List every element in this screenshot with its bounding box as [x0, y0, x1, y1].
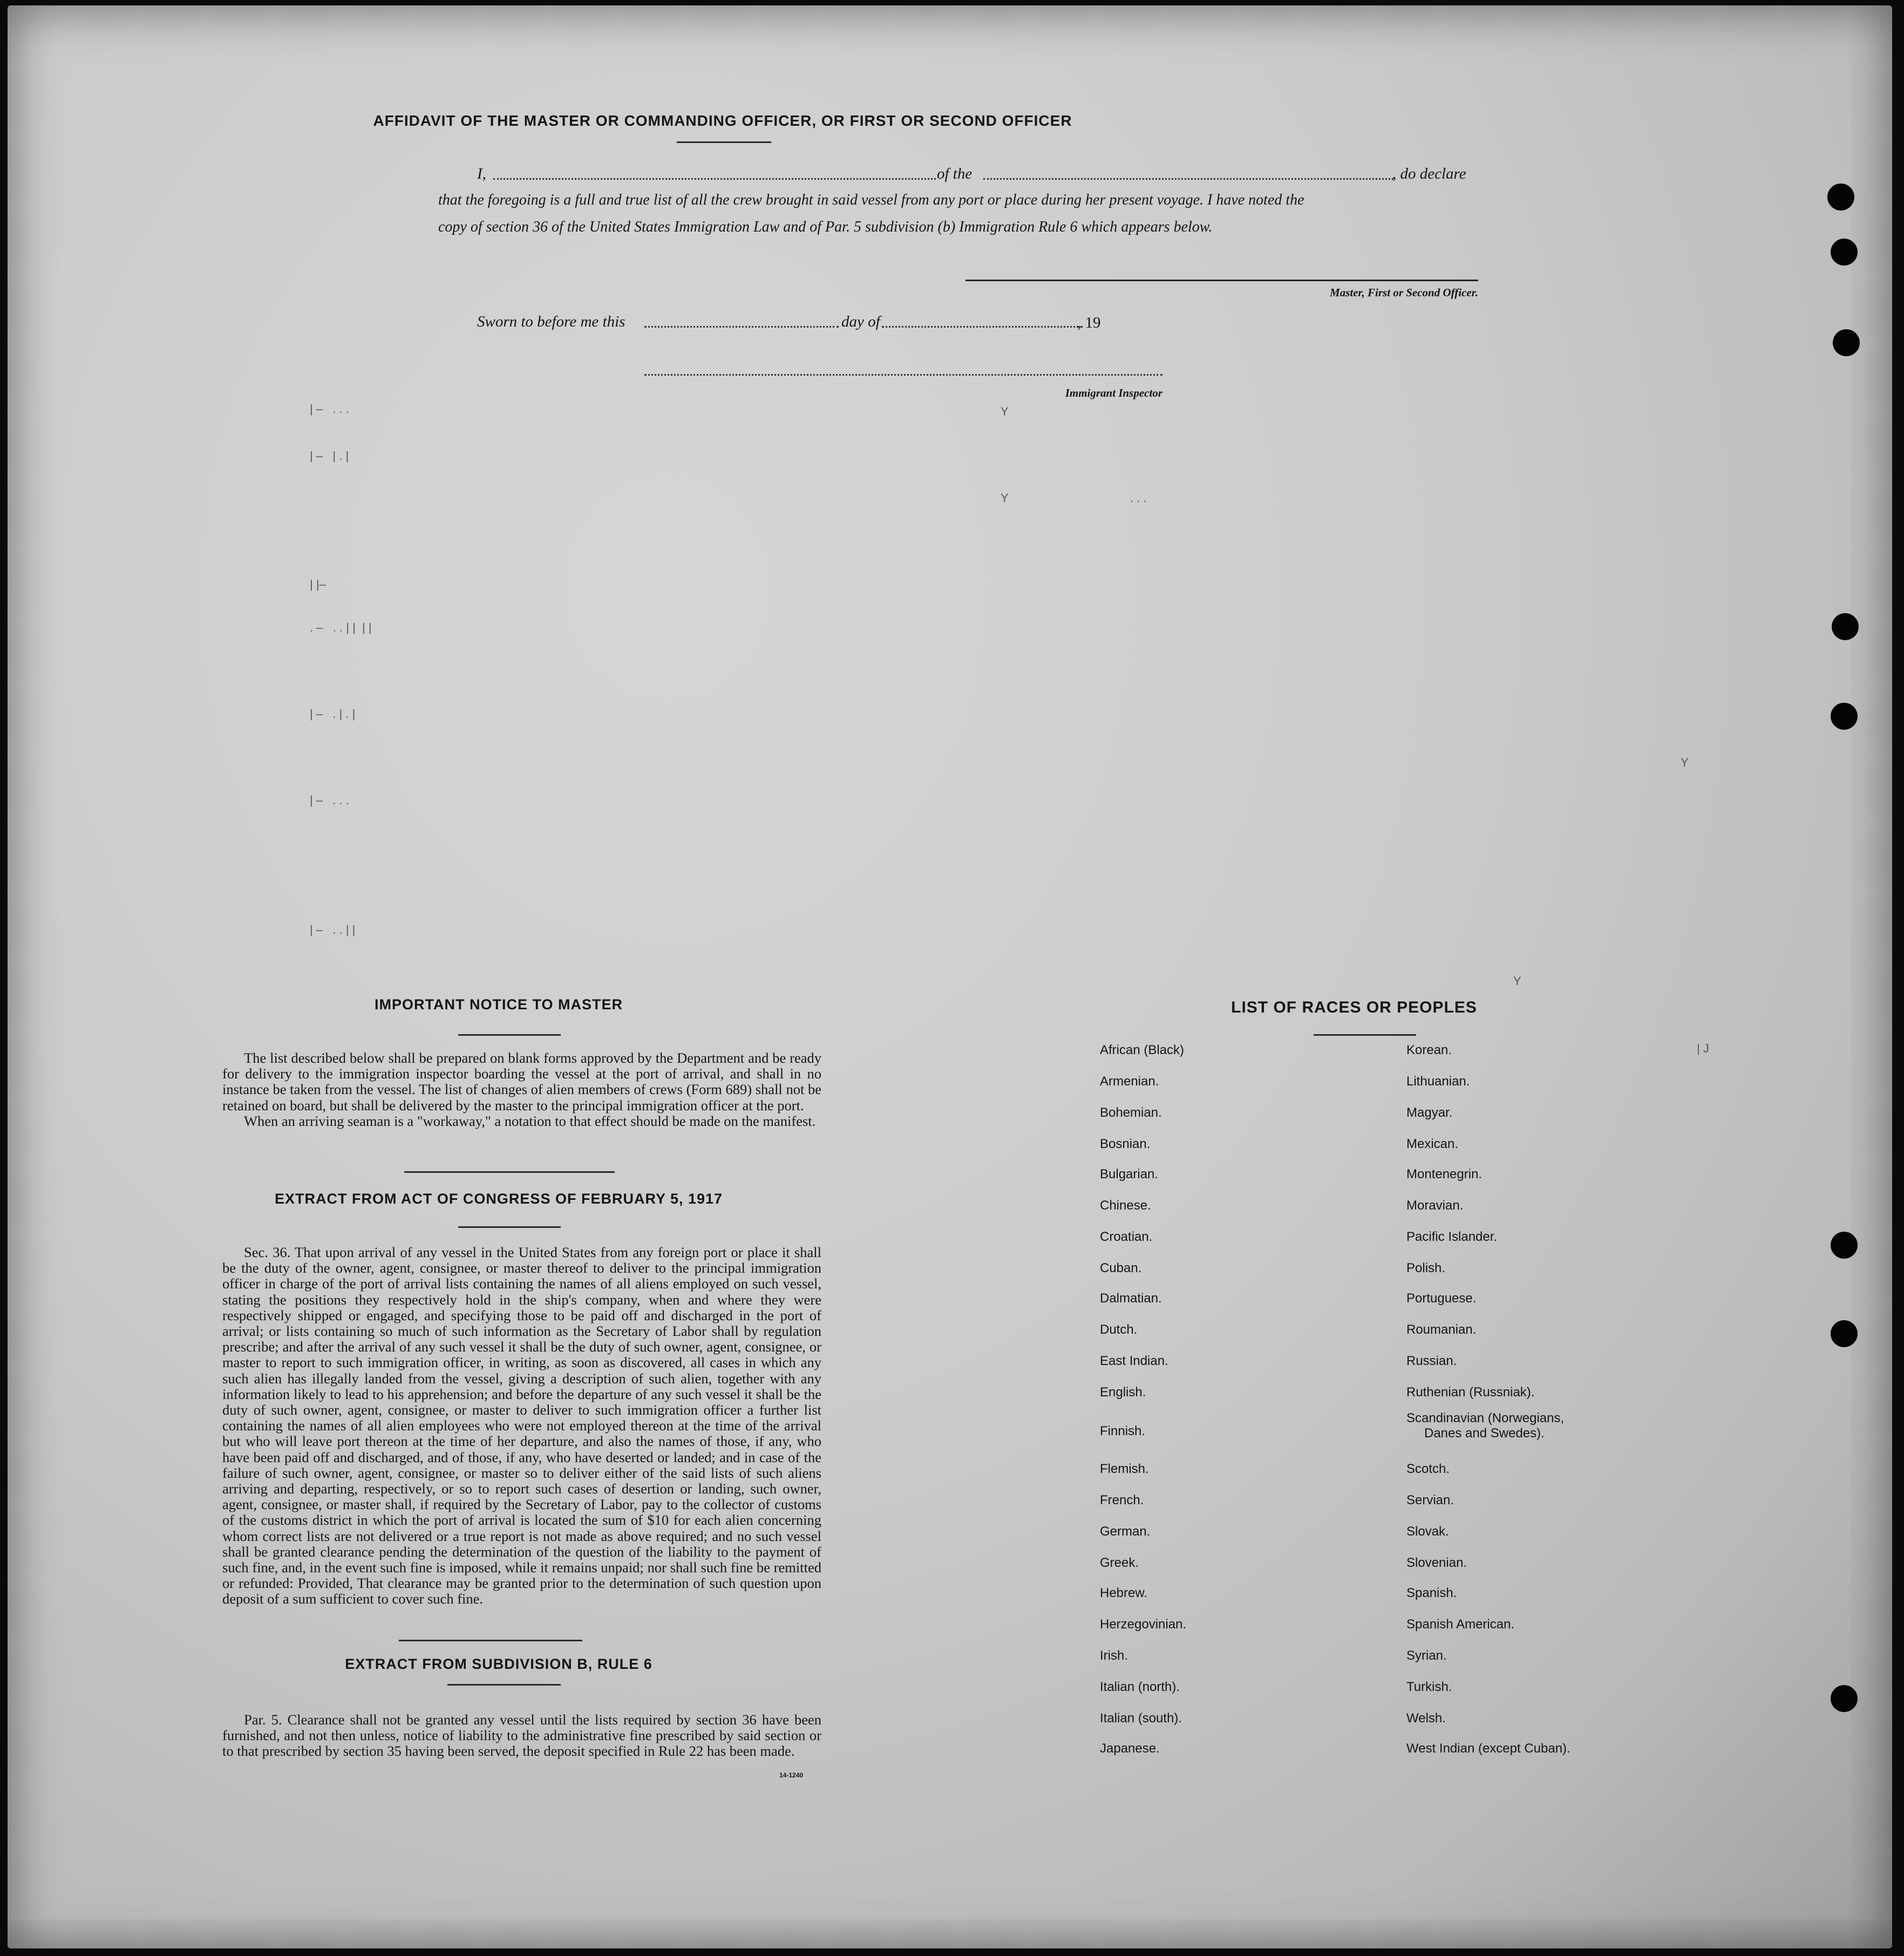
act-extract-underline [458, 1226, 561, 1228]
of-the-label: of the [937, 165, 973, 182]
race-right-20: Syrian. [1406, 1648, 1447, 1663]
bleed-through-mark: Y [1001, 405, 1009, 418]
notice-underline [458, 1034, 561, 1036]
race-left-13: Flemish. [1100, 1462, 1149, 1476]
form-number: 14-1240 [779, 1771, 804, 1779]
binder-hole [1831, 703, 1858, 730]
bleed-through-mark: Y [1513, 974, 1521, 988]
race-left-1: Armenian. [1100, 1074, 1159, 1089]
race-left-10: East Indian. [1100, 1354, 1168, 1368]
bleed-through-mark: | – . . . [310, 793, 349, 807]
races-title: LIST OF RACES OR PEOPLES [1231, 999, 1477, 1016]
binder-hole [1833, 329, 1860, 356]
race-right-10: Russian. [1406, 1354, 1457, 1368]
do-declare-label: , do declare [1392, 165, 1466, 182]
race-left-21: Italian (south). [1100, 1711, 1182, 1726]
race-right-2: Magyar. [1406, 1105, 1453, 1120]
race-right-17: Slovenian. [1406, 1556, 1467, 1570]
document-page [8, 5, 1892, 1948]
bleed-through-mark: | – . . | | [310, 923, 356, 936]
bleed-through-mark: | |– [310, 578, 326, 591]
sworn-month-blank[interactable] [882, 326, 1083, 328]
race-right-13: Danes and Swedes). [1424, 1426, 1545, 1441]
race-left-12: Finnish. [1100, 1424, 1146, 1438]
title-underline [677, 141, 771, 143]
sworn-label: Sworn to before me this [477, 313, 625, 330]
notice-divider [404, 1171, 615, 1173]
day-of-label: day of [841, 313, 880, 330]
binder-hole [1831, 1685, 1858, 1712]
race-right-16: Slovak. [1406, 1524, 1449, 1539]
affidavit-title: AFFIDAVIT OF THE MASTER OR COMMANDING OFFICER, OR FIRST OR SECOND OFFICER [373, 112, 1072, 129]
rule-extract-underline [447, 1684, 561, 1686]
race-left-0: African (Black) [1100, 1043, 1185, 1057]
rule-extract-title: EXTRACT FROM SUBDIVISION B, RULE 6 [345, 1656, 652, 1672]
race-left-17: Hebrew. [1100, 1586, 1148, 1600]
race-left-5: Chinese. [1100, 1198, 1151, 1213]
master-signature-line[interactable] [965, 280, 1478, 281]
race-right-15: Servian. [1406, 1493, 1454, 1507]
binder-hole [1831, 239, 1858, 266]
bleed-through-mark: | – . | . | [310, 707, 356, 721]
inspector-caption: Immigrant Inspector [1065, 386, 1162, 399]
race-right-18: Spanish. [1406, 1586, 1457, 1600]
race-left-8: Dalmatian. [1100, 1291, 1162, 1306]
race-left-22: Japanese. [1100, 1741, 1160, 1756]
race-right-9: Roumanian. [1406, 1322, 1477, 1337]
notice-text [222, 1050, 821, 1129]
bleed-through-mark: | J [1697, 1042, 1709, 1055]
rule-extract-text [222, 1712, 821, 1760]
act-extract-title: EXTRACT FROM ACT OF CONGRESS OF FEBRUARY 5, 1917 [274, 1191, 723, 1207]
year-prefix: , 19 [1077, 314, 1101, 331]
affidavit-line-3: copy of section 36 of the United States Immigration Law and of Par. 5 subdivision (b) Immigration Rule 6 which appears below. [438, 219, 1213, 235]
race-right-7: Polish. [1406, 1261, 1446, 1275]
name-blank[interactable] [493, 178, 936, 180]
affidavit-line-2: that the foregoing is a full and true list of all the crew brought in said vessel from any port or place during her present voyage. I have noted the [438, 192, 1304, 208]
race-right-6: Pacific Islander. [1406, 1230, 1498, 1244]
race-right-8: Portuguese. [1406, 1291, 1477, 1306]
binder-hole [1831, 1232, 1858, 1259]
bleed-through-mark: . . . [1130, 491, 1147, 505]
act-extract-divider [399, 1640, 582, 1641]
master-caption: Master, First or Second Officer. [1330, 286, 1478, 299]
vessel-blank[interactable] [983, 178, 1393, 180]
race-right-3: Mexican. [1406, 1137, 1459, 1151]
race-right-23: West Indian (except Cuban). [1406, 1741, 1570, 1756]
bleed-through-mark: | – . . . [310, 402, 349, 416]
bleed-through-mark: | – | . | [310, 449, 349, 463]
binder-hole [1827, 184, 1854, 210]
race-left-14: French. [1100, 1493, 1144, 1507]
race-left-9: Dutch. [1100, 1322, 1138, 1337]
race-left-20: Italian (north). [1100, 1680, 1180, 1694]
notice-paragraph-2: When an arriving seaman is a "workaway," a notation to that effect should be made on the manifest. [244, 1112, 816, 1129]
notice-title: IMPORTANT NOTICE TO MASTER [375, 996, 623, 1013]
race-right-14: Scotch. [1406, 1462, 1450, 1476]
race-right-11: Ruthenian (Russniak). [1406, 1385, 1535, 1400]
bleed-through-mark: Y [1001, 491, 1009, 505]
par-5-paragraph: Par. 5. Clearance shall not be granted any vessel until the lists required by section 36 have been furnished, and not then unless, notice of liability to the administrative fine prescribed by said section or to that prescribed by section 35 having been served, the deposit specified in Rule 22 has been made. [222, 1712, 821, 1760]
races-underline [1314, 1034, 1416, 1036]
race-left-3: Bosnian. [1100, 1137, 1151, 1151]
race-right-5: Moravian. [1406, 1198, 1464, 1213]
sworn-day-blank[interactable] [644, 326, 839, 328]
race-right-12: Scandinavian (Norwegians, [1406, 1411, 1565, 1425]
race-right-4: Montenegrin. [1406, 1167, 1483, 1181]
race-left-6: Croatian. [1100, 1230, 1153, 1244]
race-left-16: Greek. [1100, 1556, 1139, 1570]
race-left-7: Cuban. [1100, 1261, 1142, 1275]
race-left-18: Herzegovinian. [1100, 1617, 1187, 1632]
bleed-through-mark: Y [1681, 756, 1689, 769]
act-extract-text [222, 1245, 821, 1607]
race-left-19: Irish. [1100, 1648, 1128, 1663]
section-36-paragraph: Sec. 36. That upon arrival of any vessel in the United States from any foreign port or place it shall be the duty of the owner, agent, consignee, or master thereof to deliver to the principal immigration officer in charge of the port of arrival lists containing the names of all aliens employed on such vessel, stating the positions they respectively hold in the ship's company, when and where they were respectively shipped or engaged, and specifying those to be paid off and discharged in the port of arrival; or lists containing so much of such information as the Secretary of Labor shall by regulation prescribe; and after the arrival of any such vessel it shall be the duty of such owner, agent, consignee, or master to report to such immigration officer, in writing, as soon as discovered, all cases in which any such alien has illegally landed from the vessel, giving a description of such alien, together with any information likely to lead to his apprehension; and before the departure of any such vessel it shall be the duty of such owner, agent, consignee, or master to deliver to such immigration officer a further list containing the names of all alien employees who were not employed thereon at the time of the arrival but who will leave port thereon at the time of her departure, and also the names of those, if any, who have been paid off and discharged, and of those, if any, who have deserted or landed; and in case of the failure of such owner, agent, consignee, or master so to deliver either of the said lists of such aliens arriving and departing, respectively, or so to report such cases of desertion or landing, such owner, agent, consignee, or master shall, if required by the Secretary of Labor, pay to the collector of customs of the customs district in which the port of arrival is located the sum of $10 for each alien concerning whom correct lists are not delivered or a true report is not made as above required; and no such vessel shall be granted clearance pending the determination of the question of the liability to the payment of such fine, and, in the event such fine is imposed, while it remains unpaid; nor shall such fine be remitted or refunded: Provided, That clearance may be granted prior to the determination of such question upon deposit of a sum sufficient to cover such fine. [222, 1244, 821, 1607]
bleed-through-mark: . – . . | | | | [310, 621, 372, 634]
race-right-21: Turkish. [1406, 1680, 1452, 1694]
binder-hole [1831, 1320, 1858, 1347]
race-left-15: German. [1100, 1524, 1151, 1539]
race-right-1: Lithuanian. [1406, 1074, 1470, 1089]
race-right-0: Korean. [1406, 1043, 1452, 1057]
inspector-signature-line[interactable] [644, 374, 1162, 376]
race-right-22: Welsh. [1406, 1711, 1446, 1726]
race-right-19: Spanish American. [1406, 1617, 1515, 1632]
race-left-11: English. [1100, 1385, 1146, 1400]
race-left-2: Bohemian. [1100, 1105, 1162, 1120]
binder-hole [1832, 613, 1859, 640]
i-label: I, [477, 165, 486, 182]
race-left-4: Bulgarian. [1100, 1167, 1159, 1181]
notice-paragraph-1: The list described below shall be prepared on blank forms approved by the Department and be ready for delivery to the immigration inspector boarding the vessel at the port of arrival, and shall in no instance be taken from the vessel. The list of changes of alien members of crews (Form 689) shall not be retained on board, but shall be delivered by the master to the principal immigration officer at the port. [222, 1050, 821, 1113]
